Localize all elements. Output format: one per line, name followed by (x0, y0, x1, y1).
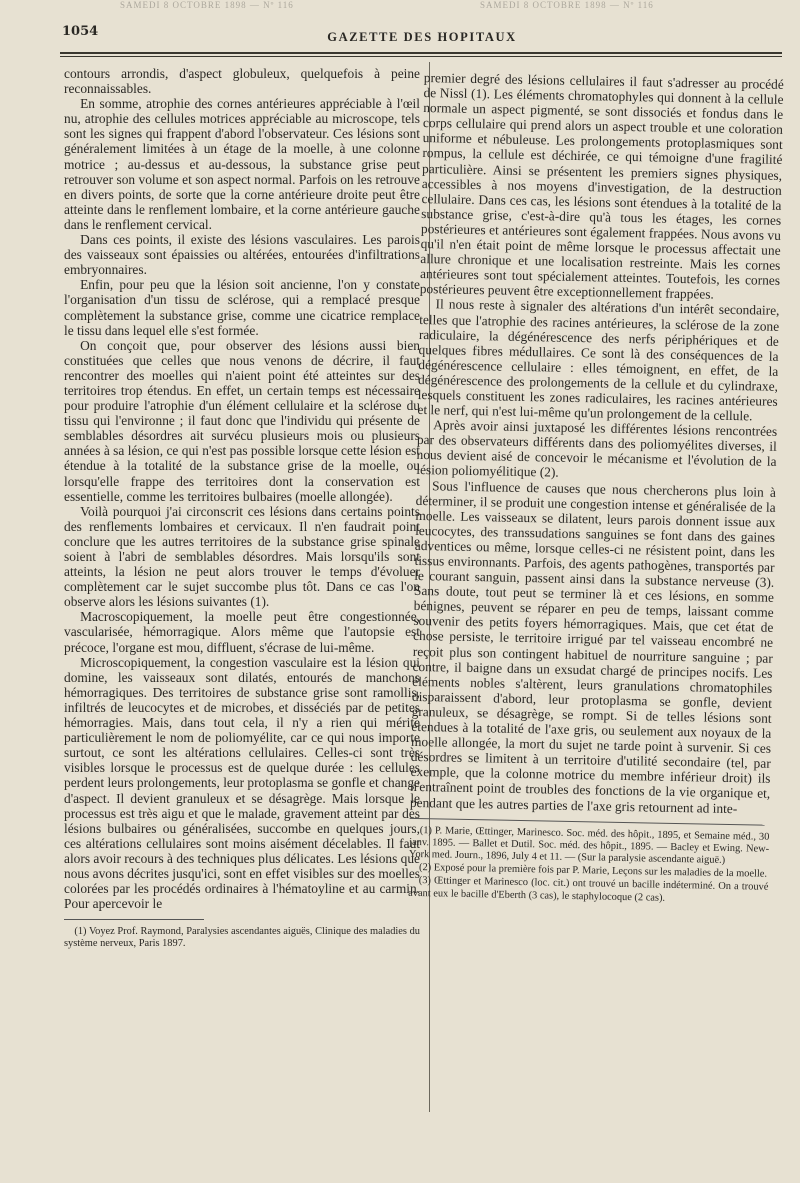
paragraph: Après avoir ainsi juxtaposé les différentes lésions rencontrées par des observateurs différents dans des poliomyélites diverses, il nous devient aisé de concevoir le mécanisme et l'évolution de la lésion poliomyélitique (2). (416, 417, 778, 481)
footnote: (1) Voyez Prof. Raymond, Paralysies ascendantes aiguës, Clinique des maladies du système nerveux, Paris 1897. (64, 926, 420, 950)
paragraph: Voilà pourquoi j'ai circonscrit ces lésions dans certains points des renflements lombaires et cervicaux. Il n'en faudrait point conclure que les autres territoires de la substance grise spinale soient à l'abri de semblables désordres. Mais lorsqu'ils sont atteints, la lésion ne peut alors trouver le temps d'évoluer complètement car le sujet succombe plus tôt. Dans ce cas l'on observe alors les lésions suivantes (1). (64, 503, 420, 610)
bleed-through-text: SAMEDI 8 OCTOBRE 1898 — Nº 116 (120, 0, 294, 10)
paragraph: En somme, atrophie des cornes antérieures appréciable à l'œil nu, atrophie des cellules motrices appréciable au microscope, tels sont les signes qui frappent d'abord l'observateur. Ces lésions sont généralement limitées à un étage de la moelle, à une colonne motrice ; au-dessus et au-dessous, la substance grise peut retrouver son volume et son aspect normal. Parfois on les retrouve en divers points, de sorte que la corne antérieure droite peut être atteinte dans le renflement lombaire, et la corne antérieure gauche dans le renflement cervical. (64, 96, 420, 232)
paragraph: Enfin, pour peu que la lésion soit ancienne, l'on y constate l'organisation d'un tissu de sclérose, qui a remplacé presque complètement la substance grise, comme une cicatrice remplace le tissu dans lequel elle s'est formée. (64, 277, 420, 338)
footnote-rule (64, 919, 204, 920)
footnote-rule (410, 817, 765, 825)
paragraph: Sous l'influence de causes que nous chercherons plus loin à déterminer, il se produit une congestion intense et généralisée de la moelle. Les vaisseaux se dilatent, leurs parois donnent issue aux leucocytes, des transsudations sanguines se font dans des gaines adventices ou même, lorsque celles-ci ne résistent point, dans les tissus environnants. Parfois, des agents pathogènes, transportés par le courant sanguin, passent ainsi dans la substance nerveuse (3). Sans doute, tout peut se terminer là et ces lésions, en somme bénignes, peuvent se réparer en peu de temps, laissant comme souvenir des petits foyers hémorragiques. Mais, que cet état de chose persiste, le territoire irrigué par tel vaisseau encombré ne reçoit plus son contingent habituel de nourriture sanguine ; par contre, il baigne dans un exsudat chargé de principes nocifs. Les éléments nobles s'altèrent, leurs granulations chromatophiles disparaissent d'abord, leur protoplasma se gonfle, devient granuleux, se désagrège, se rompt. Si de telles lésions sont étendues à la totalité de l'axe gris, ou seulement aux noyaux de la moelle allongée, la mort du sujet ne tarde point à survenir. Si ces désordres se limitent à un territoire d'utilité secondaire (tel, par exemple, que la colonne motrice du membre inférieur droit) ils n'entraînent point de troubles des fonctions de la vie organique et, pendant que les autres parties de l'axe gris retournent ad inte- (409, 477, 777, 816)
footnotes (408, 824, 769, 906)
paragraph: On conçoit que, pour observer des lésions aussi bien constituées que celles que nous venons de décrire, il faut rencontrer des moelles qui n'aient point été atteintes sur des territoires trop étendus. En effet, un certain temps est nécessaire pour produire l'atrophie d'un élément cellulaire et la sclérose du tissu qui l'environne ; il faut donc que l'individu qui présente de semblables désordres ait survécu plusieurs mois ou plusieurs années à sa lésion, ce qui n'est pas possible lorsque cette lésion est étendue à la totalité de la substance grise de la moelle, ou lorsqu'elle frappe des territoires dont la conservation est essentielle, comme les territoires bulbaires (moelle allongée). (64, 337, 420, 504)
paragraph: Macroscopiquement, la moelle peut être congestionnée, vascularisée, hémorragique. Alors même que l'autopsie est précoce, l'organe est mou, diffluent, s'écrase de lui-même. (64, 609, 420, 655)
footnote: (1) P. Marie, Œttinger, Marinesco. Soc. méd. des hôpit., 1895, et Semaine méd., 30 janv. 1895. — Ballet et Dutil. Soc. méd. des hôpit., 1895. — Bacley et Ewing. New-York med. Journ., 1896, July 4 et 11. — (Sur la paralysie ascendante aiguë.) (408, 824, 770, 866)
footnote: (3) Œttinger et Marinesco (loc. cit.) ont trouvé un bacille indéterminé. On a trouvé avant eux le bacille d'Eberth (3 cas), le staphylocoque (2 cas). (408, 875, 769, 904)
footnotes (64, 926, 420, 950)
paragraph: Microscopiquement, la congestion vasculaire est la lésion qui domine, les vaisseaux sont dilatés, entourés de manchons hémorragiques. Des territoires de substance grise sont ramollis, infiltrés de leucocytes et de microbes, et disséciés par de petites hémorragies. Mais, dans tout cela, il n'y a rien qui mérite particulièrement le nom de poliomyélite, car ce qui nous importe surtout, ce sont les altérations cellulaires. Celles-ci sont très visibles lorsque le processus est de quelque durée : les cellules perdent leurs prolongements, leur protoplasma se gonfle et change d'aspect. Il devient granuleux et se désagrège. Mais lorsque le processus est très aigu et que le malade, gravement atteint par des lésions bulbaires ou généralisées, succombe en quelques jours, ces altérations cellulaires sont moins aisément décelables. Il faut alors avoir recours à des techniques plus délicates. Les lésions que nous avons décrites jusqu'ici, sont en effet visibles sur des moelles colorées par les procédés ordinaires à l'hématoyline et au carmin. Pour apercevoir le (64, 654, 420, 912)
right-column (408, 70, 784, 908)
page-number: 1054 (62, 24, 99, 39)
footnote: (2) Exposé pour la première fois par P. Marie, Leçons sur les maladies de la moelle. (418, 862, 768, 880)
left-column (64, 66, 420, 952)
page-header (62, 24, 782, 46)
header-rule (60, 52, 782, 54)
paragraph: Il nous reste à signaler des altérations d'un intérêt secondaire, telles que l'atrophie des racines antérieures, la sclérose de la zone radiculaire, la dégénérescence des nerfs périphériques et de quelques fibres médullaires. Ce sont là des conséquences de la dégénérescence cellulaire : elles témoignent, en effet, de la dégénérescence des prolongements de la cellule et du cylindraxe, lesquels constituent les zones radiculaires, les racines antérieures et le nerf, qui n'est lui-même qu'un prolongement de la cellule. (417, 296, 780, 424)
paragraph: premier degré des lésions cellulaires il faut s'adresser au procédé de Nissl (1). Les éléments chromatophyles qui donnent à la cellule normale un aspect pigmenté, se sont dissociés et fondus dans le corps cellulaire qui prend alors un aspect trouble et une coloration uniforme et nébuleuse. Les prolongements protoplasmiques sont rompus, la cellule est déchirée, ce qui témoigne d'une fragilité particulière. Ainsi se présentent les premiers signes physiques, accessibles à nos moyens d'investigation, de la destruction cellulaire. Dans ces cas, les lésions sont étendues à la totalité de la substance grise, c'est-à-dire qu'à tous les étages, les cornes postérieures et antérieures sont également frappées. Nous avons vu qu'il n'en était point de même lorsque le processus affectait une allure chronique et une localisation restreinte. Mais les cornes antérieures sont tout spécialement atteintes. Toutefois, les cornes postérieures peuvent être exceptionnellement frappées. (419, 70, 784, 302)
paragraph: contours arrondis, d'aspect globuleux, quelquefois à peine reconnaissables. (64, 66, 420, 97)
bleed-through-text-right: SAMEDI 8 OCTOBRE 1898 — Nº 116 (480, 0, 654, 10)
paragraph: Dans ces points, il existe des lésions vasculaires. Les parois des vaisseaux sont épaissies ou altérées, entourées d'infiltrations embryonnaires. (64, 232, 420, 278)
journal-title: GAZETTE DES HOPITAUX (327, 30, 517, 44)
header-rule-thin (60, 56, 782, 57)
